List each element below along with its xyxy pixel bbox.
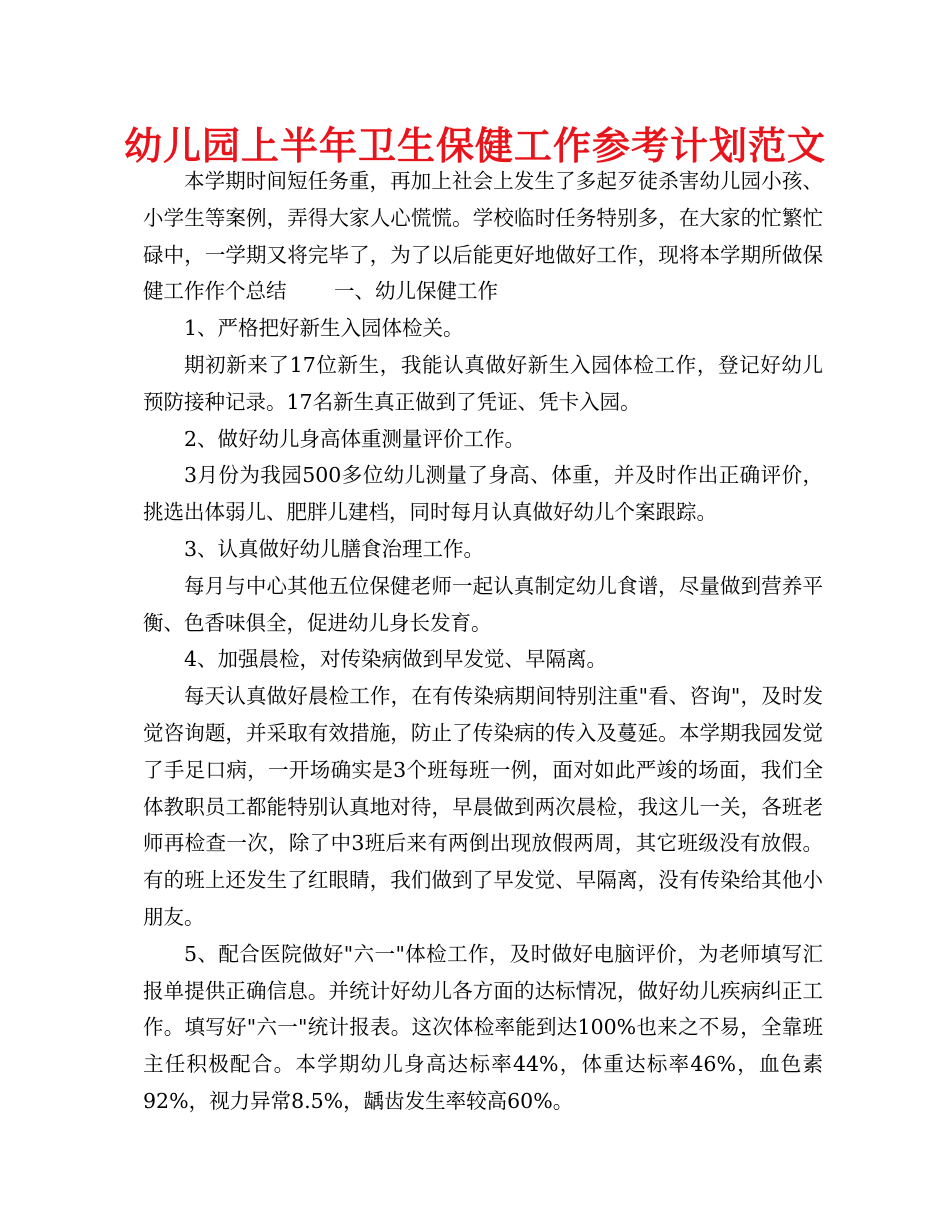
heading-morning-check: 4、加强晨检，对传染病做到早发觉、早隔离。 bbox=[184, 647, 608, 672]
paragraph-diet-management: 每月与中心其他五位保健老师一起认真制定幼儿食谱，尽量做到营养平衡、色香味俱全，促进幼儿身长发育。 bbox=[143, 573, 823, 635]
heading-diet-management: 3、认真做好幼儿膳食治理工作。 bbox=[184, 536, 485, 561]
paragraph-height-weight: 3月份为我园500多位幼儿测量了身高、体重，并及时作出正确评价，挑选出体弱儿、肥胖儿建档，同时每月认真做好幼儿个案跟踪。 bbox=[143, 463, 823, 525]
document-title: 幼儿园上半年卫生保健工作参考计划范文 bbox=[123, 124, 826, 168]
document-body bbox=[143, 163, 823, 1120]
paragraph-morning-check: 每天认真做好晨检工作，在有传染病期间特别注重"看、咨询"，及时发觉咨询题，并采取有效措施，防止了传染病的传入及蔓延。本学期我园发觉了手足口病，一开场确实是3个班每班一例，面对如此严竣的场面，我们全体教职员工都能特别认真地对待，早晨做到两次晨检，我这儿一关，各班老师再检查一次，除了中3班后来有两倒出现放假两周，其它班级没有放假。有的班上还发生了红眼睛，我们做到了早发觉、早隔离，没有传染给其他小朋友。 bbox=[143, 684, 823, 929]
heading-height-weight: 2、做好幼儿身高体重测量评价工作。 bbox=[184, 426, 526, 451]
heading-newborn-checkup: 1、严格把好新生入园体检关。 bbox=[184, 316, 464, 341]
paragraph-intro: 本学期时间短任务重，再加上社会上发生了多起歹徒杀害幼儿园小孩、小学生等案例，弄得大家人心慌慌。学校临时任务特别多，在大家的忙繁忙碌中，一学期又将完毕了，为了以后能更好地做好工作，现将本学期所做保健工作作个总结 一、幼儿保健工作 bbox=[143, 169, 823, 304]
paragraph-hospital-checkup: 5、配合医院做好"六一"体检工作，及时做好电脑评价，为老师填写汇报单提供正确信息。并统计好幼儿各方面的达标情况，做好幼儿疾病纠正工作。填写好"六一"统计报表。这次体检率能到达100%也来之不易，全靠班主任积极配合。本学期幼儿身高达标率44%，体重达标率46%，血色素92%，视力异常8.5%，龋齿发生率较高60%。 bbox=[143, 941, 823, 1113]
paragraph-newborn-checkup: 期初新来了17位新生，我能认真做好新生入园体检工作，登记好幼儿预防接种记录。17名新生真正做到了凭证、凭卡入园。 bbox=[143, 352, 823, 414]
